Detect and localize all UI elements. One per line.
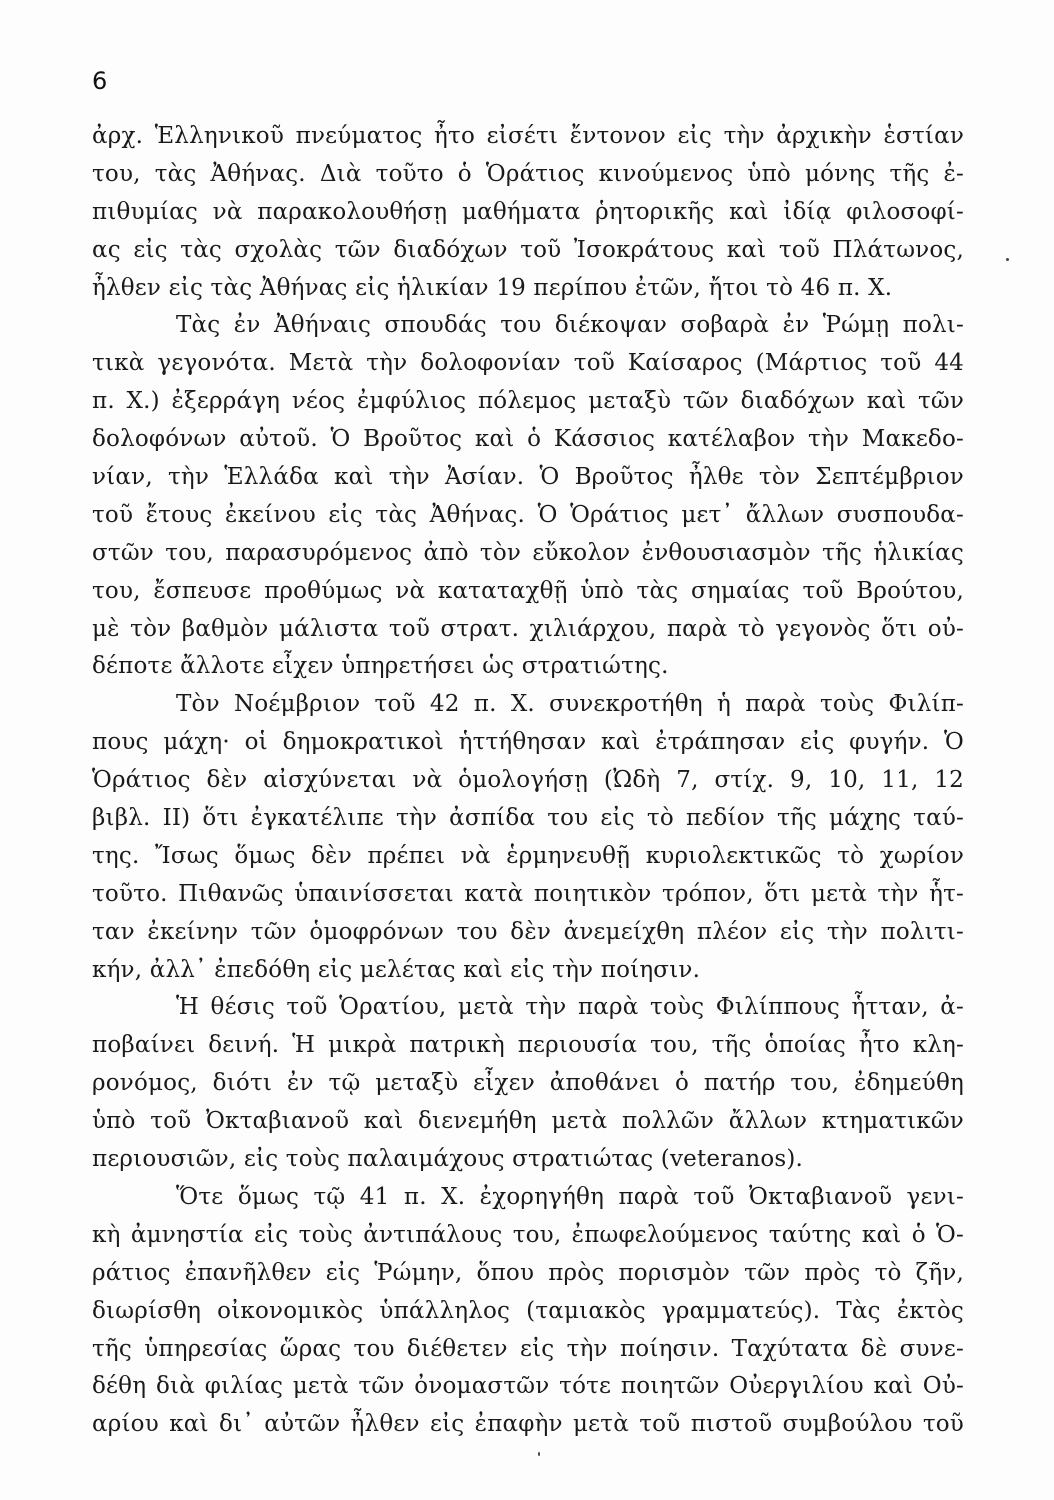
text-line: δέθη διὰ φιλίας μετὰ τῶν ὀνομαστῶν τότε ποιητῶν Οὐεργιλίου καὶ Οὐ- xyxy=(92,1373,964,1400)
text-line: της. Ἴσως ὅμως δὲν πρέπει νὰ ἑρμηνευθῇ κυριολεκτικῶς τὸ χωρίον xyxy=(92,842,964,869)
text-line: ράτιος ἐπανῆλθεν εἰς Ῥώμην, ὅπου πρὸς πορισμὸν τῶν πρὸς τὸ ζῆν, xyxy=(92,1259,964,1286)
text-line: στῶν του, παρασυρόμενος ἀπὸ τὸν εὔκολον ἐνθουσιασμὸν τῆς ἡλικίας xyxy=(92,539,964,566)
text-line: αρίου καὶ δι᾿ αὐτῶν ἦλθεν εἰς ἐπαφὴν μετὰ τοῦ πιστοῦ συμβούλου τοῦ xyxy=(92,1411,964,1438)
text-line: νίαν, τὴν Ἑλλάδα καὶ τὴν Ἀσίαν. Ὁ Βροῦτος ἦλθε τὸν Σεπτέμβριον xyxy=(92,464,964,491)
text-line: Ὁράτιος δὲν αἰσχύνεται νὰ ὁμολογήσῃ (Ὠδὴ 7, στίχ. 9, 10, 11, 12 xyxy=(92,767,964,794)
text-line: ρονόμος, διότι ἐν τῷ μεταξὺ εἶχεν ἀποθάνει ὁ πατήρ του, ἐδημεύθη xyxy=(92,1070,964,1097)
print-speck xyxy=(1006,258,1009,261)
text-line: πιθυμίας νὰ παρακολουθήσῃ μαθήματα ῥητορικῆς καὶ ἰδίᾳ φιλοσοφί- xyxy=(92,198,964,225)
text-line: τοῦ ἔτους ἐκείνου εἰς τὰς Ἀθήνας. Ὁ Ὁράτιος μετ᾿ ἄλλων συσπουδα- xyxy=(92,501,964,528)
text-line: πους μάχη· οἱ δημοκρατικοὶ ἡττήθησαν καὶ ἐτράπησαν εἰς φυγήν. Ὁ xyxy=(92,729,964,756)
text-line: Ὅτε ὅμως τῷ 41 π. Χ. ἐχορηγήθη παρὰ τοῦ Ὀκταβιανοῦ γενι- xyxy=(176,1183,964,1210)
text-line: μὲ τὸν βαθμὸν μάλιστα τοῦ στρατ. χιλιάρχου, παρὰ τὸ γεγονὸς ὅτι οὐ- xyxy=(92,615,964,642)
text-line: ἦλθεν εἰς τὰς Ἀθήνας εἰς ἡλικίαν 19 περίπου ἐτῶν, ἤτοι τὸ 46 π. Χ. xyxy=(92,274,893,301)
text-line: κὴ ἀμνηστία εἰς τοὺς ἀντιπάλους του, ἐπωφελούμενος ταύτης καὶ ὁ Ὁ- xyxy=(92,1221,964,1248)
text-line: κήν, ἀλλ᾿ ἐπεδόθη εἰς μελέτας καὶ εἰς τὴν ποίησιν. xyxy=(92,956,701,983)
text-line: ταν ἐκείνην τῶν ὁμοφρόνων του δὲν ἀνεμείχθη πλέον εἰς τὴν πολιτι- xyxy=(92,918,964,945)
page-number: 6 xyxy=(92,67,108,95)
text-line: ἀρχ. Ἑλληνικοῦ πνεύματος ἦτο εἰσέτι ἔντονον εἰς τὴν ἀρχικὴν ἑστίαν xyxy=(92,123,964,149)
text-line: τικὰ γεγονότα. Μετὰ τὴν δολοφονίαν τοῦ Καίσαρος (Μάρτιος τοῦ 44 xyxy=(92,350,964,377)
text-line: βιβλ. ΙΙ) ὅτι ἐγκατέλιπε τὴν ἀσπίδα του εἰς τὸ πεδίον τῆς μάχης ταύ- xyxy=(92,805,964,832)
text-line: περιουσιῶν, εἰς τοὺς παλαιμάχους στρατιώτας (veteranos). xyxy=(92,1146,804,1173)
text-line: Τὰς ἐν Ἀθήναις σπουδάς του διέκοψαν σοβαρὰ ἐν Ῥώμῃ πολι- xyxy=(176,312,964,339)
text-line: π. Χ.) ἐξερράγη νέος ἐμφύλιος πόλεμος μεταξὺ τῶν διαδόχων καὶ τῶν xyxy=(92,388,964,415)
text-line: τῆς ὑπηρεσίας ὥρας του διέθετεν εἰς τὴν ποίησιν. Ταχύτατα δὲ συνε- xyxy=(92,1335,964,1362)
text-line: διωρίσθη οἰκονομικὸς ὑπάλληλος (ταμιακὸς γραμματεύς). Τὰς ἐκτὸς xyxy=(92,1297,964,1324)
text-line: του, τὰς Ἀθήνας. Διὰ τοῦτο ὁ Ὁράτιος κινούμενος ὑπὸ μόνης τῆς ἐ- xyxy=(92,160,964,187)
text-line: Ἡ θέσις τοῦ Ὁρατίου, μετὰ τὴν παρὰ τοὺς Φιλίππους ἧτταν, ἀ- xyxy=(176,994,964,1021)
text-line: Τὸν Νοέμβριον τοῦ 42 π. Χ. συνεκροτήθη ἡ παρὰ τοὺς Φιλίπ- xyxy=(176,691,964,718)
text-line: ποβαίνει δεινή. Ἡ μικρὰ πατρικὴ περιουσία του, τῆς ὁποίας ἦτο κλη- xyxy=(92,1032,964,1059)
text-line: ας εἰς τὰς σχολὰς τῶν διαδόχων τοῦ Ἰσοκράτους καὶ τοῦ Πλάτωνος, xyxy=(92,236,964,263)
text-line: τοῦτο. Πιθανῶς ὑπαινίσσεται κατὰ ποιητικὸν τρόπον, ὅτι μετὰ τὴν ἧτ- xyxy=(92,880,964,907)
text-line: ὑπὸ τοῦ Ὀκταβιανοῦ καὶ διενεμήθη μετὰ πολλῶν ἄλλων κτηματικῶν xyxy=(92,1108,964,1135)
text-line: δολοφόνων αὐτοῦ. Ὁ Βροῦτος καὶ ὁ Κάσσιος κατέλαβον τὴν Μακεδο- xyxy=(92,426,964,453)
text-line: δέποτε ἄλλοτε εἶχεν ὑπηρετήσει ὡς στρατιώτης. xyxy=(92,653,669,680)
body-text xyxy=(92,118,964,1444)
print-speck xyxy=(538,1452,540,1456)
text-line: του, ἔσπευσε προθύμως νὰ καταταχθῇ ὑπὸ τὰς σημαίας τοῦ Βρούτου, xyxy=(92,577,964,604)
